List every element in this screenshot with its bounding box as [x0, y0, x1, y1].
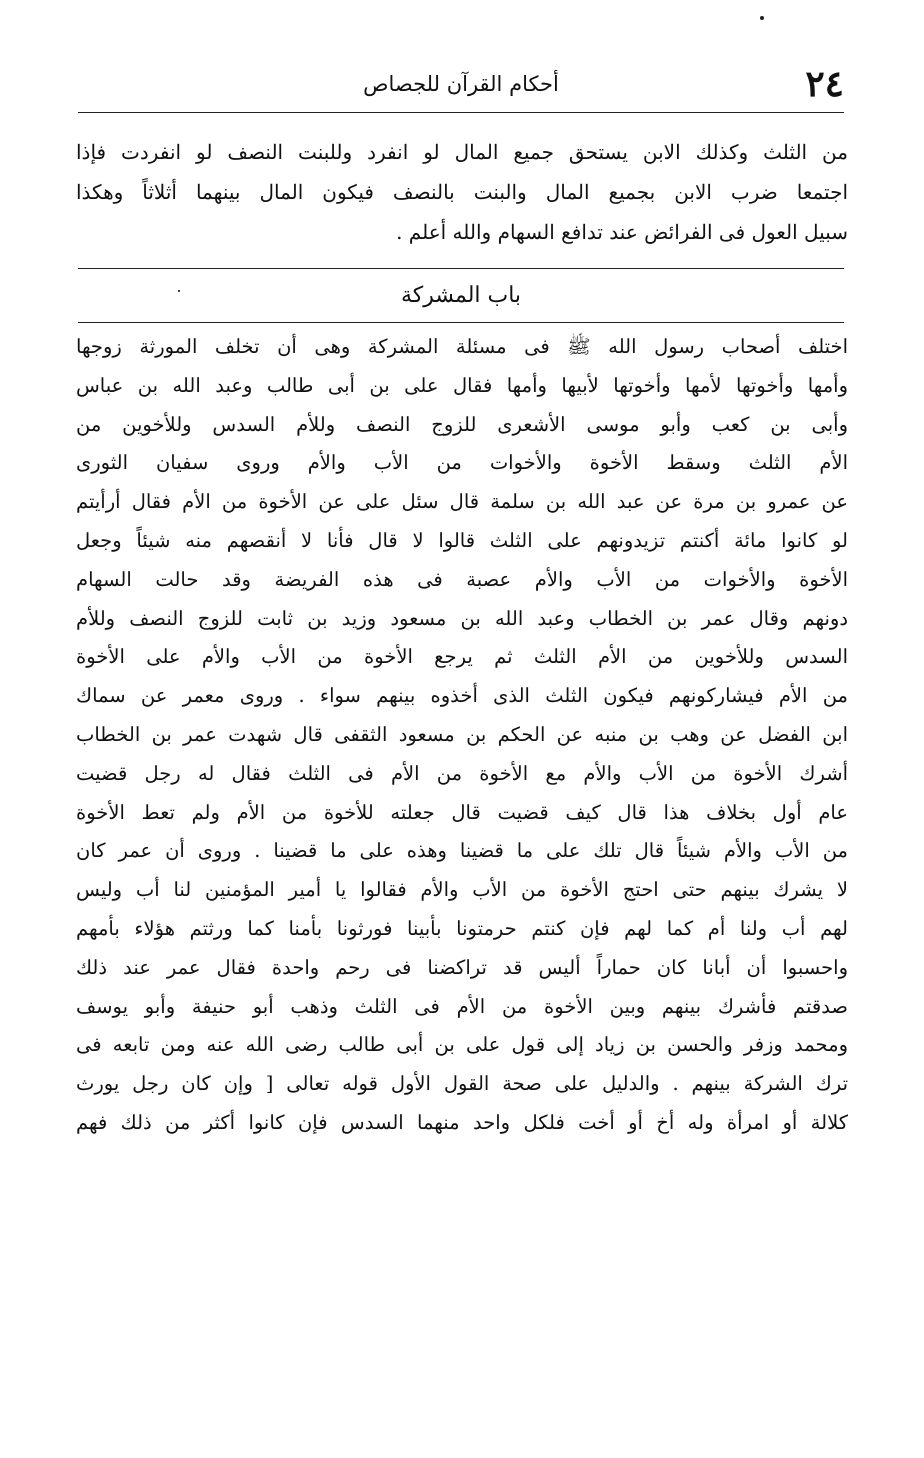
intro-line: اجتمعا ضرب الابن بجميع المال والبنت بالنصف فيكون المال بينهما أثلاثاً وهكذا	[76, 180, 848, 204]
intro-line: سبيل العول فى الفرائض عند تدافع السهام والله أعلم .	[396, 220, 848, 244]
body-line: السدس وللأخوين من الأم الثلث ثم يرجع الأخوة من الأب والأم على الأخوة	[76, 645, 848, 669]
body-line: دونهم وقال عمر بن الخطاب وعبد الله بن مسعود وزيد بن ثابت للزوج النصف وللأم	[76, 606, 848, 630]
body-paragraph	[76, 328, 848, 1143]
header-rule	[78, 112, 844, 113]
speck-mark	[760, 16, 764, 20]
body-line: ترك الشركة بينهم . والدليل على صحة القول الأول قوله تعالى [ وإن كان رجل يورث	[76, 1072, 848, 1096]
body-line: الأخوة والأخوات من الأب والأم عصبة فى هذه الفريضة وقد حالت السهام	[76, 567, 848, 591]
body-line: أشرك الأخوة من الأب والأم مع الأخوة من الأم فى الثلث فقال له رجل قضيت	[76, 761, 848, 785]
intro-paragraph	[76, 132, 848, 252]
body-line: ابن الفضل عن وهب بن منبه عن الحكم بن مسعود الثقفى قال شهدت عمر بن الخطاب	[76, 722, 848, 746]
page-number: ٢٤	[805, 63, 844, 105]
section-bottom-rule	[78, 322, 844, 323]
body-line: ومحمد وزفر والحسن بن زياد إلى قول على بن أبى طالب رضى الله عنه ومن تابعه فى	[76, 1033, 848, 1057]
body-line: كلالة أو امرأة وله أخ أو أخت فلكل واحد منهما السدس فإن كانوا أكثر من ذلك فهم	[76, 1110, 848, 1134]
body-line: من الأم فيشاركونهم فيكون الثلث الذى أخذوه بينهم سواء . وروى معمر عن سماك	[76, 684, 848, 708]
body-line: عن عمرو بن مرة عن عبد الله بن سلمة قال سئل على عن الأخوة من الأم فقال أرأيتم	[76, 490, 848, 514]
body-line: اختلف أصحاب رسول الله ﷺ فى مسئلة المشركة وهى أن تخلف المورثة زوجها	[76, 335, 848, 358]
body-line: واحسبوا أن أبانا كان حماراً أليس قد تراكضنا فى رحم واحدة فقال عمر عند ذلك	[76, 955, 848, 979]
body-line: صدقتم فأشرك بينهم وبين الأخوة من الأم فى الثلث وذهب أبو حنيفة وأبو يوسف	[76, 994, 848, 1018]
body-line: وأبى بن كعب وأبو موسى الأشعرى للزوج النصف وللأم السدس وللأخوين من	[76, 412, 848, 436]
body-line: وأمها وأخوتها لأمها وأخوتها لأبيها وأمها فقال على بن أبى طالب وعبد الله بن عباس	[76, 373, 848, 397]
body-line: لا يشرك بينهم حتى احتج الأخوة من الأب والأم فقالوا يا أمير المؤمنين لنا أب وليس	[76, 878, 848, 902]
intro-line: من الثلث وكذلك الابن يستحق جميع المال لو انفرد وللبنت النصف لو انفردت فإذا	[76, 140, 848, 164]
body-line: عام أول بخلاف هذا قال كيف قضيت قال جعلته للأخوة من الأم ولم تعط الأخوة	[76, 800, 848, 824]
section-top-rule	[78, 268, 844, 269]
body-line: من الأب والأم شيئاً قال تلك على ما قضينا وهذه على ما قضينا . وروى أن عمر كان	[76, 839, 848, 863]
body-line: الأم الثلث وسقط الأخوة والأخوات من الأب والأم وروى سفيان الثورى	[76, 451, 848, 475]
page-header	[78, 62, 844, 106]
body-line: لهم أب ولنا أم كما لهم فإن كنتم حرمتونا بأبينا فورثونا بأمنا كما ورثتم هؤلاء بأمهم	[76, 916, 848, 940]
body-line: لو كانوا مائة أكنتم تزيدونهم على الثلث قالوا لا قال فأنا لا أنقصهم منه شيئاً وجعل	[76, 528, 848, 552]
running-title: أحكام القرآن للجصاص	[363, 72, 559, 96]
section-title: باب المشركة	[400, 283, 522, 308]
